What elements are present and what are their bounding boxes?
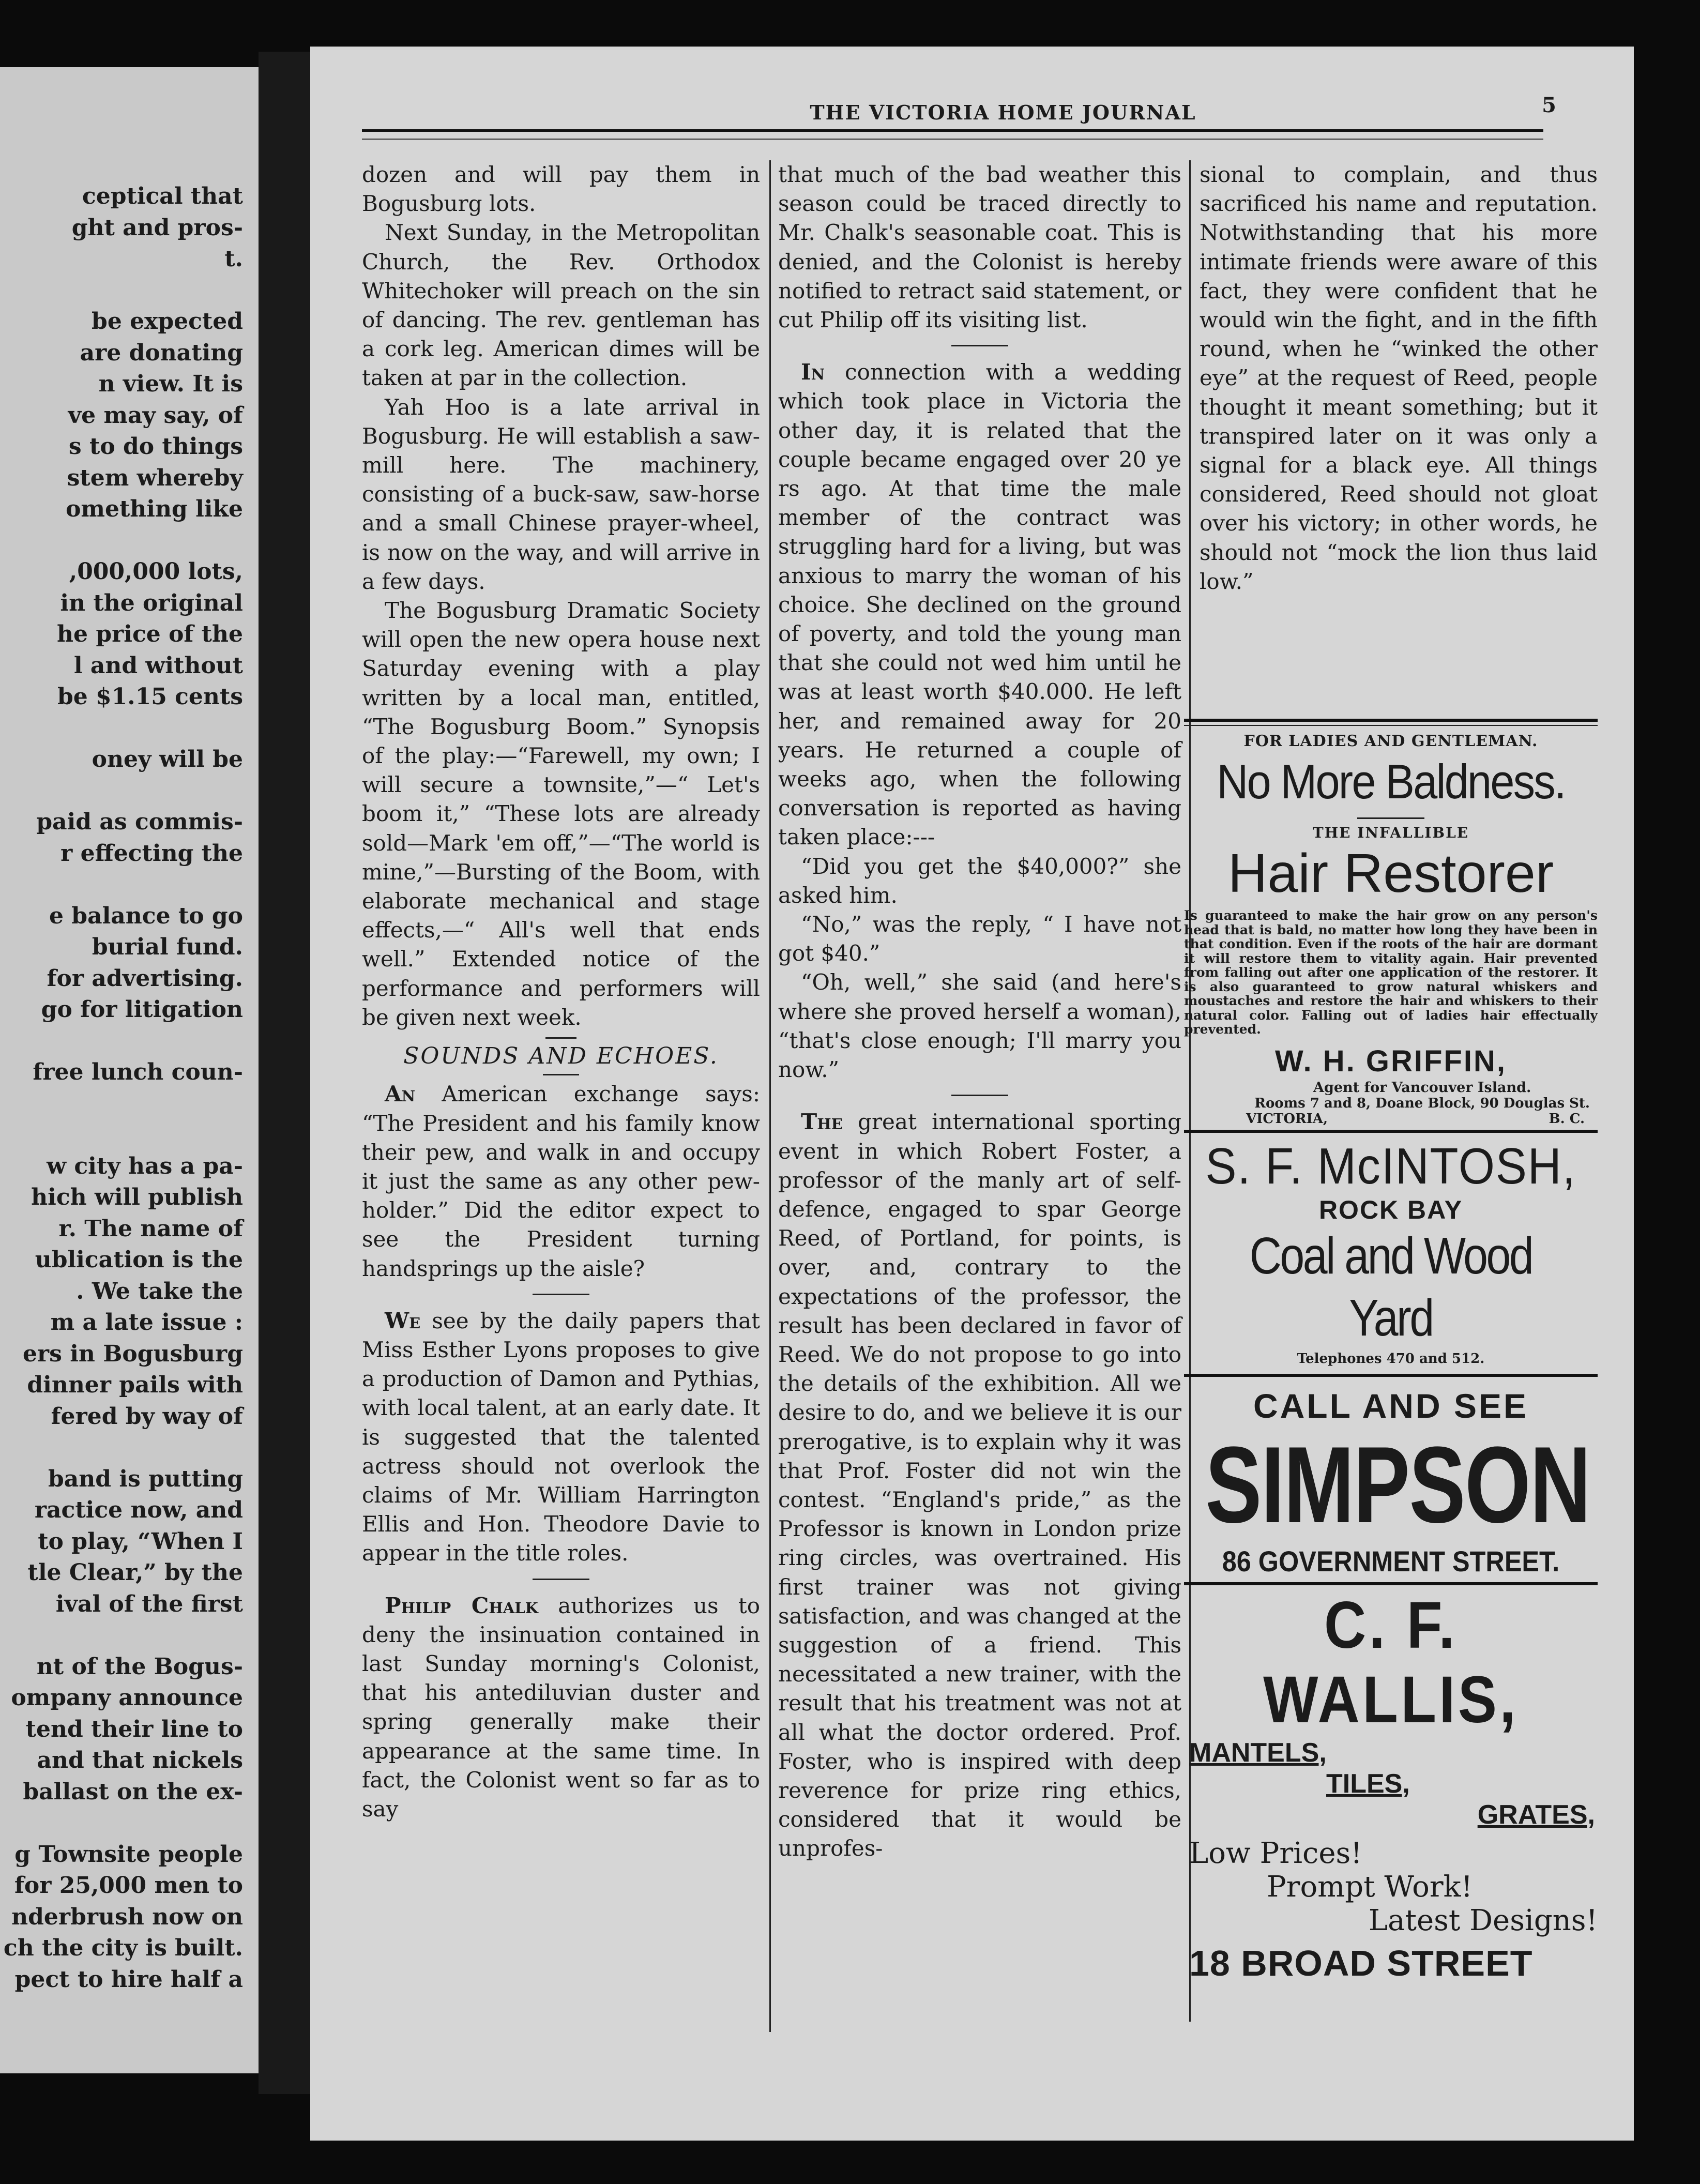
ad-business: Coal and Wood Yard: [1249, 1226, 1532, 1347]
ad-kicker: CALL AND SEE: [1253, 1386, 1529, 1425]
left-page-line: for 25,000 men to: [14, 1872, 243, 1899]
left-page-line: t.: [224, 246, 243, 272]
left-page-line: w city has a pa-: [47, 1152, 243, 1179]
header-rule-thin: [362, 139, 1543, 140]
left-page-line: [0, 1088, 243, 1120]
ad-simpson: [1184, 1386, 1598, 1578]
adjacent-left-page: [0, 67, 259, 2073]
left-page-line: omething like: [66, 496, 243, 522]
left-page-line: are donating: [80, 339, 243, 366]
left-page-line: be expected: [92, 308, 243, 335]
left-page-line: g Townsite people: [14, 1841, 243, 1868]
left-page-line: ublication is the: [35, 1247, 243, 1273]
article-text: “No,” was the reply, “ I have not got $40.”: [778, 912, 1181, 966]
left-page-line: [0, 525, 243, 557]
left-page-line: tle Clear,” by the: [27, 1559, 243, 1586]
lead-word: The: [801, 1109, 843, 1135]
article-text: “Did you get the $40,000?” she asked him.: [778, 853, 1181, 908]
ad-tagline: Latest Designs!: [1368, 1903, 1598, 1937]
ad-item: GRATES,: [1477, 1799, 1595, 1830]
ad-rule: [1184, 719, 1598, 722]
ad-item: MANTELS,: [1189, 1737, 1327, 1768]
article-text: sional to complain, and thus sacrificed his name and reputation. Notwithstanding that his more intimate friends were aware of this fact, they were confident that he would win the fight, and in the fifth round, when he “winked the other eye” at the request of Reed, people thought it meant something; but it transpired later on it was only a signal for a black eye. All things considered, Reed should not gloat over his victory; in other words, he should not “mock the lion thus laid low.”: [1200, 162, 1598, 594]
section-heading: SOUNDS AND ECHOES.: [403, 1043, 719, 1070]
advertisements: [1184, 719, 1598, 1984]
ad-kicker: FOR LADIES AND GENTLEMAN.: [1243, 732, 1538, 750]
article-text: [362, 1307, 760, 1568]
left-page-line: e balance to go: [49, 902, 243, 929]
article-body: authorizes us to deny the insinuation contained in last Sunday morning's Colonist, that his antediluvian duster and spring generally make their appearance at the same time. In fact, the Colonist went so far as to say: [362, 1593, 761, 1822]
left-page-line: r effecting the: [60, 840, 243, 867]
ad-phone: Telephones 470 and 512.: [1297, 1351, 1485, 1367]
ad-mcintosh: [1184, 1137, 1598, 1367]
left-page-line: nderbrush now on: [11, 1903, 243, 1930]
ad-hair-restorer: [1184, 732, 1598, 1127]
ad-rule: [1184, 1374, 1598, 1377]
ad-city: VICTORIA,: [1246, 1111, 1328, 1127]
left-page-line: he price of the: [57, 621, 243, 647]
left-page-line: dinner pails with: [27, 1372, 243, 1398]
ad-rule: [1184, 1582, 1598, 1585]
article-text: Yah Hoo is a late arrival in Bogusburg. He will establish a saw-mill here. The machinery, consisting of a buck-saw, saw-horse and a small Chinese prayer-wheel, is now on the way, and will arrive in a few days.: [362, 394, 760, 594]
ad-advertiser-name: W. H. GRIFFIN,: [1275, 1044, 1507, 1078]
ad-tagline: Prompt Work!: [1267, 1870, 1473, 1904]
column-rule: [769, 160, 771, 2032]
left-page-line: s to do things: [68, 433, 243, 460]
left-page-line: [0, 275, 243, 307]
page-number: 5: [1542, 93, 1556, 117]
left-page-line: l and without: [73, 652, 243, 679]
left-page-line: [0, 713, 243, 745]
left-page-line: r. The name of: [58, 1215, 243, 1242]
left-page-line: [0, 869, 243, 901]
ad-address: 86 GOVERNMENT STREET.: [1222, 1544, 1560, 1578]
left-page-line: band is putting: [48, 1465, 243, 1492]
ad-headline: No More Baldness.: [1217, 754, 1565, 809]
article-body: American exchange says: “The President and his family know their pew, and walk in and occupy it just the same as any other pew-holder.” Did the editor expect to see the President turning handsprings up the aisle?: [362, 1081, 760, 1281]
article-body: connection with a wedding which took place in Victoria the other day, it is related that the couple became engaged over 20 ye rs ago. At that time the male member of the contract was struggling hard for a living, but was anxious to marry the woman of his choice. She declined on the ground of poverty, and told the young man that she could not wed him until he was at least worth $40.000. He left her, and remained away for 20 years. He returned a couple of weeks ago, when the following conversation is reported as having taken place:---: [778, 359, 1181, 850]
ad-product-name: Hair Restorer: [1227, 843, 1554, 904]
left-page-line: nt of the Bogus-: [36, 1653, 243, 1680]
left-page-line: to play, “When I: [38, 1528, 243, 1555]
article-text: [778, 358, 1181, 852]
article-text: [362, 1591, 760, 1824]
ad-province: B. C.: [1549, 1111, 1585, 1127]
article-text: Next Sunday, in the Metropolitan Church, the Rev. Orthodox Whitechoker will preach on the sin of dancing. The rev. gentleman has a cork leg. American dimes will be taken at par in the collection.: [362, 220, 760, 391]
left-page-line: ,000,000 lots,: [69, 558, 243, 585]
left-page-line: [0, 1119, 243, 1151]
article-text: [362, 1080, 760, 1283]
left-page-line: ght and pros-: [71, 214, 243, 241]
ad-tagline: Low Prices!: [1189, 1836, 1362, 1870]
separator: [951, 1095, 1008, 1096]
article-text: “Oh, well,” she said (and here's where she proved herself a woman), “that's close enough; I'll marry you now.”: [778, 969, 1181, 1083]
ad-location: ROCK BAY: [1318, 1195, 1463, 1224]
article-text: The Bogusburg Dramatic Society will open the new opera house next Saturday evening with a play written by a local man, entitled, “The Bogusburg Boom.” Synopsis of the play:—“Farewell, my own; I will secure a townsite,”—“ Let's boom it,” “These lots are already sold—Mark 'em off,”—“The world is mine,”—Bursting of the Boom, with elaborate mechanical and stage effects,—“ All's well that ends well.” Extended notice of the performance and performers will be given next week.: [362, 598, 760, 1030]
left-page-line: go for litigation: [41, 996, 243, 1023]
page-gutter: [259, 52, 315, 2094]
left-page-line: [0, 1808, 243, 1839]
separator: [545, 1037, 576, 1039]
ad-agent: Agent for Vancouver Island.: [1313, 1079, 1531, 1096]
lead-word: An: [385, 1081, 416, 1107]
separator: [533, 1579, 589, 1580]
left-page-line: ival of the first: [55, 1590, 243, 1617]
article-text: dozen and will pay them in Bogusburg lots.: [362, 162, 760, 217]
left-page-line: burial fund.: [92, 934, 243, 960]
left-page-text: [0, 181, 243, 1995]
ad-rule: [1184, 1130, 1598, 1133]
separator: [951, 345, 1008, 346]
ad-address: Rooms 7 and 8, Doane Block, 90 Douglas St.: [1254, 1095, 1590, 1111]
ad-wallis: [1184, 1588, 1598, 1984]
left-page-line: tend their line to: [25, 1716, 243, 1742]
left-page-line: oney will be: [92, 746, 243, 772]
left-page-line: . We take the: [76, 1278, 243, 1305]
ad-address: 18 BROAD STREET: [1189, 1943, 1533, 1983]
left-page-line: in the original: [60, 589, 243, 616]
separator: [543, 1074, 579, 1075]
left-page-line: ceptical that: [82, 183, 243, 209]
left-page-line: [0, 1432, 243, 1464]
ad-divider: [1357, 817, 1424, 819]
ad-advertiser-name: C. F. WALLIS,: [1263, 1588, 1519, 1737]
left-page-line: ractice now, and: [34, 1497, 243, 1523]
ad-rule: [1184, 725, 1598, 726]
left-page-line: ballast on the ex-: [23, 1778, 243, 1805]
left-page-line: ch the city is built.: [3, 1935, 243, 1961]
left-page-line: n view. It is: [98, 371, 243, 397]
left-page-line: and that nickels: [37, 1747, 243, 1773]
left-page-line: ers in Bogusburg: [22, 1340, 243, 1367]
article-body: great international sporting event in which Robert Foster, a professor of the manly art of self-defence, engaged to spar George Reed, of Portland, for points, is over, and, contrary to the expectations of the professor, the result has been declared in favor of Reed. We do not propose to go into the details of the exhibition. All we desire to do, and we believe it is our prerogative, is to explain why it was that Prof. Foster did not win the contest. “England's pride,” as the Professor is known in London prize ring circles, was overtrained. His first trainer was not giving satisfaction, and was changed at the suggestion of a friend. This necessitated a new trainer, with the result that his treatment was not at all what the doctor ordered. Prof. Foster, who is inspired with deep reverence for prize ring ethics, considered that it would be unprofes-: [778, 1109, 1181, 1861]
left-page-line: ompany announce: [11, 1685, 243, 1711]
ad-body: Is guaranteed to make the hair grow on any person's head that is bald, no matter how long they have been in that condition. Even if the roots of the hair are dormant it will restore them to vitality again. Hair prevented from falling out after one application of the restorer. It is also guaranteed to grow natural whiskers and moustaches and restore the hair and whiskers to their natural color. Falling out of ladies hair effectually prevented.: [1184, 908, 1598, 1037]
header-rule: [362, 129, 1543, 132]
ad-subhead: THE INFALLIBLE: [1312, 824, 1469, 841]
left-page-line: stem whereby: [67, 464, 243, 491]
column-2: [778, 160, 1181, 1863]
ad-item: TILES,: [1326, 1768, 1410, 1799]
left-page-line: free lunch coun-: [33, 1059, 243, 1085]
left-page-line: [0, 776, 243, 807]
left-page-line: pect to hire half a: [14, 1966, 243, 1993]
lead-word: Philip Chalk: [385, 1593, 538, 1618]
left-page-line: [0, 1620, 243, 1651]
left-page-line: paid as commis-: [36, 809, 243, 835]
article-text: that much of the bad weather this season could be traced directly to Mr. Chalk's seasonable coat. This is denied, and the Colonist is hereby notified to retract said statement, or cut Philip off its visiting list.: [778, 162, 1181, 333]
separator: [533, 1294, 589, 1295]
article-body: see by the daily papers that Miss Esther Lyons proposes to give a production of Damon and Pythias, with local talent, at an early date. It is suggested that the talented actress should not overlook the claims of Mr. William Harrington Ellis and Hon. Theodore Davie to appear in the title roles.: [362, 1308, 760, 1566]
column-3: [1200, 160, 1598, 596]
lead-word: In: [801, 359, 825, 385]
left-page-line: be $1.15 cents: [57, 684, 243, 710]
lead-word: We: [385, 1308, 421, 1333]
newspaper-page: [310, 47, 1634, 2141]
left-page-line: hich will publish: [31, 1184, 243, 1210]
article-text: [778, 1108, 1181, 1863]
masthead-title: THE VICTORIA HOME JOURNAL: [810, 101, 1196, 124]
left-page-line: for advertising.: [47, 965, 243, 992]
left-page-line: [0, 1026, 243, 1057]
ad-advertiser-name: S. F. McINTOSH,: [1205, 1137, 1576, 1194]
column-1: [362, 160, 760, 1824]
left-page-line: fered by way of: [51, 1403, 243, 1430]
ad-city-line: [1184, 1111, 1598, 1127]
ad-advertiser-name: SIMPSON: [1205, 1423, 1590, 1545]
left-page-line: m a late issue :: [50, 1309, 243, 1336]
left-page-line: ve may say, of: [68, 402, 243, 429]
